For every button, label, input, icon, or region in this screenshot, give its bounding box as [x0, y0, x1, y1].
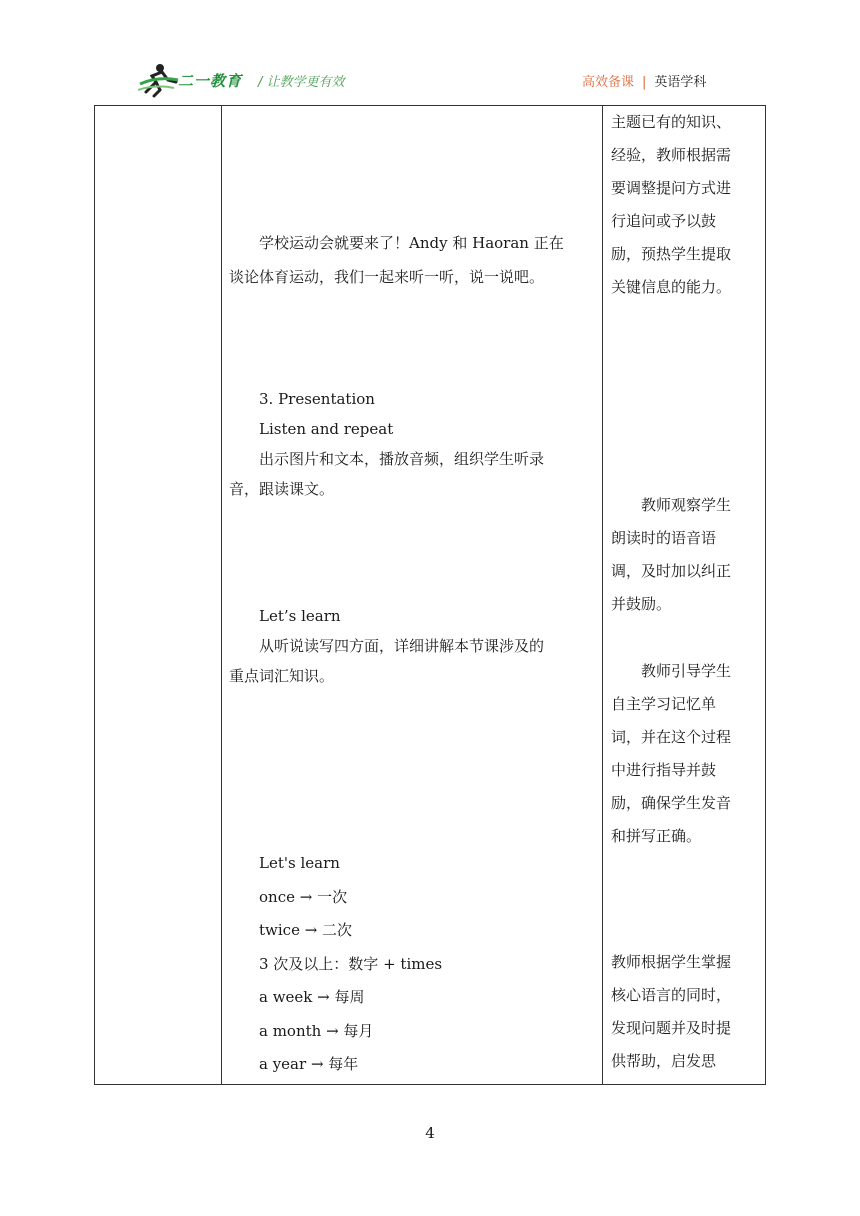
note-line: 核心语言的同时，: [611, 986, 732, 1004]
page-header: [0, 0, 860, 100]
note-line: 行追问或予以鼓: [611, 212, 717, 230]
note-line: 励，确保学生发音: [611, 794, 732, 812]
note-line: 教师引导学生: [641, 662, 732, 680]
vocab-item: a year → 每年: [259, 1055, 359, 1073]
table-bottom-border: [94, 1084, 766, 1085]
lets-learn-section: [229, 601, 544, 691]
note-line: 要调整提问方式进: [611, 179, 732, 197]
vocab-heading: Let's learn: [259, 854, 340, 872]
note-line: 发现问题并及时提: [611, 1019, 732, 1037]
note-block-4: [611, 946, 731, 1078]
lets-learn-line-1: 从听说读写四方面，详细讲解本节课涉及的: [259, 637, 545, 655]
slogan: / 让教学更有效: [258, 75, 345, 90]
note-line: 经验，教师根据需: [611, 146, 732, 164]
vocab-item: 3 次及以上：数字 + times: [259, 954, 443, 973]
table-col-divider-2: [602, 105, 603, 1085]
vocab-item: a week → 每周: [259, 988, 365, 1006]
vocab-item: twice → 二次: [259, 921, 353, 939]
intro-line-2: 谈论体育运动，我们一起来听一听，说一说吧。: [229, 268, 545, 286]
note-block-1: [611, 106, 731, 304]
presentation-section: [229, 384, 544, 504]
note-line: 教师根据学生掌握: [611, 953, 732, 971]
table-left-border: [94, 105, 95, 1085]
note-line: 关键信息的能力。: [611, 278, 732, 296]
intro-line-1: 学校运动会就要来了！Andy 和 Haoran 正在: [259, 234, 564, 252]
header-separator: |: [642, 75, 647, 90]
header-label-b: 英语学科: [654, 75, 707, 90]
note-line: 调，及时加以纠正: [611, 562, 732, 580]
note-line: 和拼写正确。: [611, 827, 702, 845]
note-line: 励，预热学生提取: [611, 245, 732, 263]
listen-repeat-line-1: 出示图片和文本，播放音频，组织学生听录: [259, 450, 545, 468]
note-line: 教师观察学生: [641, 496, 732, 514]
table-right-border: [765, 105, 766, 1085]
vocab-section: [229, 847, 442, 1082]
note-line: 并鼓励。: [611, 595, 672, 613]
lets-learn-line-2: 重点词汇知识。: [229, 667, 335, 685]
logo-text: 二一教育: [178, 72, 243, 90]
lets-learn-heading: Let’s learn: [259, 607, 341, 625]
listen-repeat-heading: Listen and repeat: [259, 420, 394, 438]
note-line: 中进行指导并鼓: [611, 761, 717, 779]
note-line: 朗读时的语音语: [611, 529, 717, 547]
note-line: 主题已有的知识、: [611, 113, 732, 131]
note-line: 供帮助，启发思: [611, 1052, 717, 1070]
header-subject: [582, 71, 706, 90]
intro-text: [229, 228, 564, 292]
note-line: 词，并在这个过程: [611, 728, 732, 746]
table-col-divider-1: [221, 105, 222, 1085]
header-label-a: 高效备课: [582, 75, 635, 90]
listen-repeat-line-2: 音，跟读课文。: [229, 480, 335, 498]
note-block-3: [611, 655, 731, 853]
page-number: 4: [425, 1124, 435, 1142]
presentation-heading: 3. Presentation: [259, 390, 375, 408]
vocab-item: a month → 每月: [259, 1021, 374, 1040]
note-block-2: [611, 489, 731, 621]
vocab-item: once → 一次: [259, 887, 348, 906]
note-line: 自主学习记忆单: [611, 695, 717, 713]
